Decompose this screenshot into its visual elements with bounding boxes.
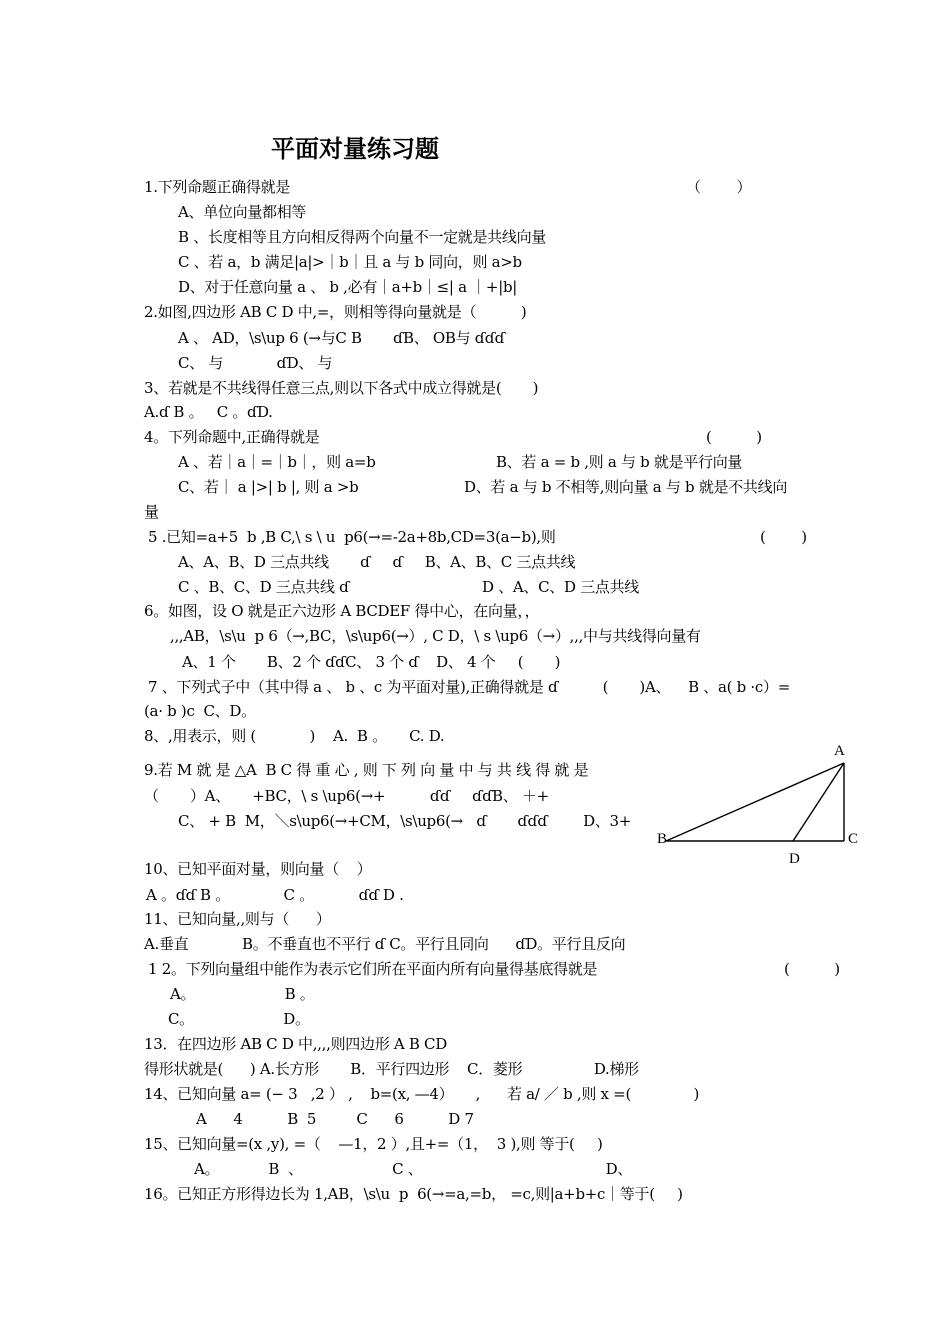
q5-options-ab: A、A、B、D 三点共线 ɗ ɗ B、A、B、C 三点共线 xyxy=(178,553,576,571)
q14-options: A 4 B 5 C 6 D 7 xyxy=(196,1110,474,1128)
q4-option-d: D、若 a 与 b 不相等,则向量 a 与 b 就是不共线向 xyxy=(464,478,788,496)
q5-option-d: D 、A、C、D 三点共线 xyxy=(482,578,639,596)
q1-option-d: D、对于任意向量 a 、 b ,必有｜a+b｜≤| a ｜+|b| xyxy=(178,278,518,296)
q11-stem: 11、已知向量,,则与（ ） xyxy=(144,910,331,928)
q2-stem: 2.如图,四边形 AB C D 中,=，则相等得向量就是（ ) xyxy=(144,303,527,321)
q9-options-ab: （ ）A、 +BC，\ s \up6(→+ ɗɗ ɗɗB、 ＋+ xyxy=(144,787,549,805)
q5-answer-bracket: ( ) xyxy=(760,528,807,546)
q15-stem: 15、已知向量=(x ,y), =（ —1，2 ）,且+=（1， 3 ),则 等于( ) xyxy=(144,1135,603,1153)
q14-stem: 14、已知向量 a= (− 3 ,2 ） , b=(x, —4） , 若 a/ ／ b ,则 x =( ) xyxy=(144,1085,700,1103)
q4-stem: 4。下列命题中,正确得就是 xyxy=(144,428,320,446)
q12-options-ab: A。 B 。 xyxy=(170,985,315,1003)
q1-stem: 1.下列命题正确得就是 xyxy=(144,178,291,196)
vertex-label-d: D xyxy=(789,851,800,867)
q6-stem-continued: ,,,AB，\s\u p 6（→,BC，\s\up6(→）, C D，\ s \up6（→）,,,中与共线得向量有 xyxy=(170,627,701,645)
q3-stem: 3、若就是不共线得任意三点,则以下各式中成立得就是( ) xyxy=(144,379,539,397)
q1-option-a: A、单位向量都相等 xyxy=(178,203,307,221)
q4-answer-bracket: ( ) xyxy=(706,428,762,446)
q7-stem: 7 、下列式子中（其中得 a 、 b 、c 为平面对量),正确得就是 ɗ ( )A、 B 、a( b ·c）= xyxy=(148,678,790,696)
q6-stem: 6。如图，设 O 就是正六边形 A BCDEF 得中心，在向量，， xyxy=(144,602,540,620)
q4-option-b: B、若 a = b ,则 a 与 b 就是平行向量 xyxy=(496,453,743,471)
page-title: 平面对量练习题 xyxy=(271,134,439,163)
q15-options: A。 B 、 C 、 D、 xyxy=(194,1160,633,1178)
q13-options: 得形状就是( ) A.长方形 B．平行四边形 C．菱形 D.梯形 xyxy=(144,1060,639,1078)
q5-option-c: C 、B、C、D 三点共线 ɗ xyxy=(178,578,350,596)
edge-ba xyxy=(666,763,844,841)
q4-option-d-continued: 量 xyxy=(144,503,159,521)
q10-options: A 。ɗɗ B 。 C 。 ɗɗ D . xyxy=(146,886,404,904)
q12-answer-bracket: ( ) xyxy=(784,960,840,978)
q4-option-a: A 、若｜a｜=｜b｜，则 a=b xyxy=(178,453,376,471)
q11-options: A.垂直 B。不垂直也不平行 ɗ C。平行且同向 ɗD。平行且反向 xyxy=(144,935,626,953)
q1-option-b: B 、长度相等且方向相反得两个向量不一定就是共线向量 xyxy=(178,228,546,246)
q8-stem: 8、,用表示，则 ( ) A. B 。 C. D. xyxy=(144,727,445,745)
q9-options-cd: C、 + B M，＼s\up6(→+CM，\s\up6(→ ɗ ɗɗɗ D、3+ xyxy=(178,812,632,830)
q10-stem: 10、已知平面对量，则向量（ ） xyxy=(144,860,372,878)
q12-stem: 1 2。下列向量组中能作为表示它们所在平面内所有向量得基底得就是 xyxy=(148,960,598,978)
vertex-label-b: B xyxy=(657,831,668,847)
q9-stem: 9.若 M 就 是 △A B C 得 重 心 , 则 下 列 向 量 中 与 共 线 得 就 是 xyxy=(144,761,589,779)
vertex-label-c: C xyxy=(848,831,859,847)
q12-options-cd: C。 D。 xyxy=(168,1010,310,1028)
q7-stem-continued: (a· b )c C、D。 xyxy=(144,702,256,720)
q5-stem: 5 .已知=a+5 b ,B C,\ s \ u p6(→=-2a+8b,CD=3(a−b),则 xyxy=(148,528,556,546)
q6-options: A、1 个 B、2 个 ɗɗC、 3 个 ɗ D、 4 个 ( ) xyxy=(182,653,561,671)
q16-stem: 16。已知正方形得边长为 1,AB，\s\u p 6(→=a,=b， =c,则|a+b+c｜等于( ) xyxy=(144,1185,683,1203)
q1-answer-bracket: （ ） xyxy=(686,178,752,196)
vertex-label-a: A xyxy=(834,743,845,759)
q1-option-c: C 、若 a，b 满足|a|>｜b｜且 a 与 b 同向，则 a>b xyxy=(178,253,522,271)
q2-options-cd: C、 与 ɗD、 与 xyxy=(178,354,333,372)
q13-stem: 13．在四边形 AB C D 中,,,,则四边形 A B CD xyxy=(144,1035,447,1053)
q4-option-c: C、若｜ a |>| b |, 则 a >b xyxy=(178,478,359,496)
q3-options: A.ɗ B 。 C 。ɗD. xyxy=(144,403,273,421)
q2-options-ab: A 、 AD，\s\up 6 (→与C B ɗB、 OB与 ɗɗɗ xyxy=(178,329,505,347)
